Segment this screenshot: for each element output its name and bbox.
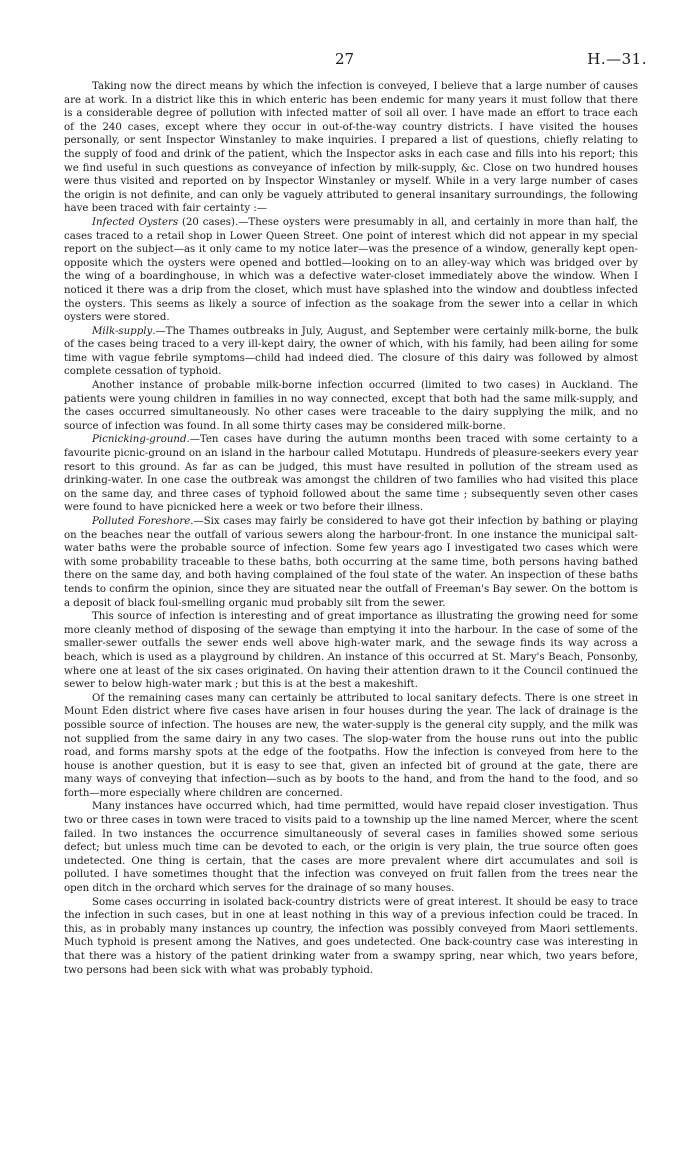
section-lead-picnicking-ground: Picnicking-ground (92, 434, 187, 446)
document-reference: H.—31. (587, 50, 647, 68)
paragraph-closer-investigation: Many instances have occurred which, had time permitted, would have repaid closer investigation. Thus two or three cases in town were traced to visits paid to a township up the line named Mercer, where the scent failed. In two instances the occurrence simultaneously of several cases in families showed some serious defect; but unless much time can be devoted to each, or the origin is very plain, the true source often goes undetected. One thing is certain, that the cases are more prevalent where dirt accumulates and soil is polluted. I have sometimes thought that the infection was conveyed on fruit fallen from the trees near the open ditch in the orchard which serves for the drainage of so many houses. (64, 801, 638, 895)
page-header (0, 50, 700, 70)
report-body (64, 80, 638, 977)
section-lead-infected-oysters: Infected Oysters (92, 216, 179, 228)
paragraph-polluted-foreshore: Polluted Foreshore.—Six cases may fairly be considered to have got their infection by bathing or playing on the beaches near the outfall of various sewers along the harbour-front. In one instance the municipal salt-water baths were the probable source of infection. Some few years ago I investigated two cases which were with some probability traceable to these baths, both occurring at the same time, both persons having bathed there on the same day, and both having complained of the foul state of the water. An inspection of these baths tends to confirm the opinion, since they are situated near the outfall of Freeman's Bay sewer. On the bottom is a deposit of black foul-smelling organic mud probably silt from the sewer. (64, 516, 639, 609)
section-lead-milk-supply: Milk-supply (92, 325, 153, 337)
paragraph-back-country: Some cases occurring in isolated back-country districts were of great interest. It should be easy to trace the infection in such cases, but in one at least nothing in this way of a previous infection could be traced. In this, as in probably many instances up country, the infection was possibly conveyed from Maori settlements. Much typhoid is present among the Natives, and goes undetected. One back-country case was interesting in that there was a history of the patient drinking water from a swampy spring, near which, two years before, two persons had been sick with what was probably typhoid. (64, 896, 638, 976)
paragraph-direct-means: Taking now the direct means by which the infection is conveyed, I believe that a large number of causes are at work. In a district like this in which enteric has been endemic for many years it must follow that there is a considerable degree of pollution with infected matter of soil all over. I have made an effort to trace each of the 240 cases, except where they occur in out-of-the-way country districts. I have visited the houses personally, or sent Inspector Winstanley to make inquiries. I prepared a list of questions, chiefly relating to the supply of food and drink of the patient, which the Inspector asks in each case and fills into his report; this we find useful in such questions as conveyance of infection by milk-supply, &c. Close on two hundred houses were thus visited and reported on by Inspector Winstanley or myself. While in a very large number of cases the origin is not definite, and can only be vaguely attributed to general insanitary surroundings, the following have been traced with fair certainty :— (64, 81, 638, 215)
paragraph-milk-borne-auckland: Another instance of probable milk-borne infection occurred (limited to two cases) in Auckland. The patients were young children in families in no way connected, except that both had the same milk-supply, and the cases occurred simultaneously. No other cases were traceable to the dairy supplying the milk, and no source of infection was found. In all some thirty cases may be considered milk-borne. (64, 380, 638, 432)
paragraph-sewage-disposal: This source of infection is interesting and of great importance as illustrating the growing need for some more cleanly method of disposing of the sewage than emptying it into the harbour. In the case of some of the smaller-sewer outfalls the sewer ends well above high-water mark, and the sewage finds its way across a beach, which is used as a playground by children. An instance of this occurred at St. Mary's Beach, Ponsonby, where one at least of the six cases originated. On having their attention drawn to it the Council continued the sewer to below high-water mark ; but this is at the best a makeshift. (64, 611, 638, 691)
paragraph-milk-supply: Milk-supply.—The Thames outbreaks in July, August, and September were certainly milk-borne, the bulk of the cases being traced to a very ill-kept dairy, the owner of which, with his family, had been ailing for some time with vague febrile symptoms—child had indeed died. The closure of this dairy was followed by almost complete cessation of typhoid. (64, 325, 638, 378)
page-number: 27 (335, 50, 355, 68)
paragraph-local-sanitary-defects: Of the remaining cases many can certainly be attributed to local sanitary defects. There is one street in Mount Eden district where five cases have arisen in four houses during the year. The lack of drainage is the possible source of infection. The houses are new, the water-supply is the general city supply, and the milk was not supplied from the same dairy in any two cases. The slop-water from the house runs out into the public road, and forms marshy spots at the edge of the footpaths. How the infection is conveyed from here to the house is another question, but it is easy to see that, given an infected bit of ground at the gate, there are many ways of conveying that infection—such as by boots to the hand, and from the hand to the food, and so forth—more especially where children are concerned. (64, 692, 638, 799)
paragraph-picnicking-ground: Picnicking-ground.—Ten cases have during the autumn months been traced with some certainty to a favourite picnic-ground on an island in the harbour called Motutapu. Hundreds of pleasure-seekers every year resort to this ground. As far as can be judged, this must have resulted in pollution of the stream used as drinking-water. In one case the outbreak was amongst the children of two families who had visited this place on the same day, and three cases of typhoid followed about the same time ; subsequently seven other cases were found to have picnicked here a week or two before their illness. (64, 434, 638, 514)
section-lead-polluted-foreshore: Polluted Foreshore (92, 516, 191, 527)
paragraph-infected-oysters: Infected Oysters (20 cases).—These oysters were presumably in all, and certainly in more than half, the cases traced to a retail shop in Lower Queen Street. One point of interest which did not appear in my special report on the subject—as it only came to my notice later—was the presence of a window, generally kept open- opposite which the oysters were opened and bottled—looking on to an alley-way which was bridged over by the wing of a boardinghouse, in which was a defective water-closet immediately above the window. When I noticed it there was a drip from the closet, which must have splashed into the window and doubtless infected the oysters. This seems as likely a source of infection as the soakage from the sewer into a cellar in which oysters were stored. (64, 216, 639, 324)
